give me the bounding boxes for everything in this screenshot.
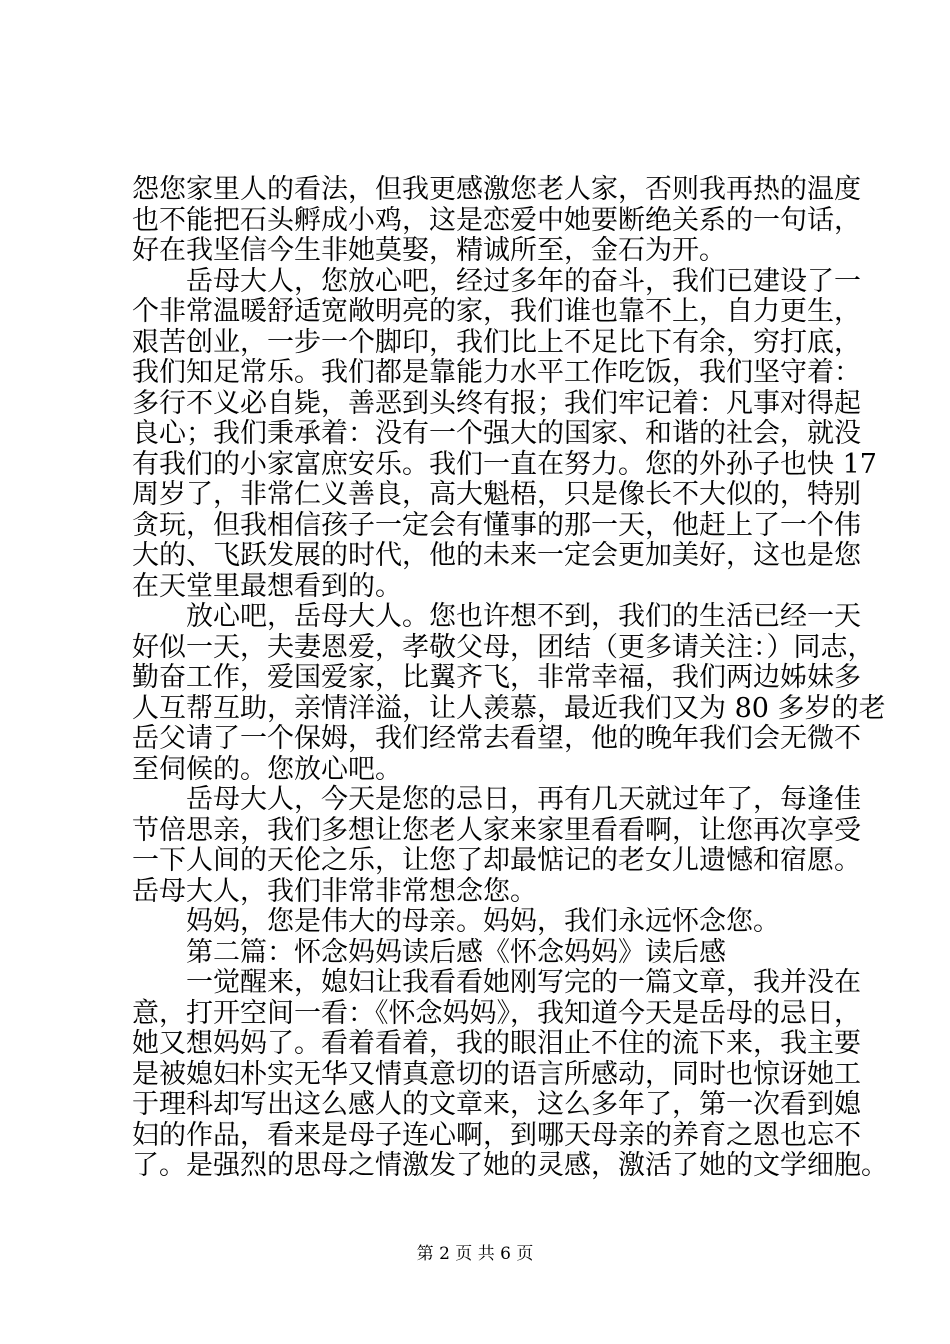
text-line: 她又想妈妈了。看着看着，我的眼泪止不住的流下来，我主要 [132, 1028, 861, 1059]
text-line: 我们知足常乐。我们都是靠能力水平工作吃饭，我们坚守着： [132, 357, 861, 388]
text-line: 人互帮互助，亲情洋溢，让人羡慕，最近我们又为 80 多岁的老 [132, 692, 886, 724]
text-line: 勤奋工作，爱国爱家，比翼齐飞，非常幸福，我们两边姊妹多 [132, 662, 861, 693]
text-line: 于理科却写出这么感人的文章来，这么多年了，第一次看到媳 [132, 1089, 861, 1120]
text-line: 是被媳妇朴实无华又情真意切的语言所感动，同时也惊讶她工 [132, 1058, 861, 1090]
text-line: 在天堂里最想看到的。 [132, 570, 402, 602]
text-line: 一下人间的天伦之乐，让您了却最惦记的老女儿遗憾和宿愿。 [132, 845, 861, 876]
text-line: 良心；我们秉承着：没有一个强大的国家、和谐的社会，就没 [132, 418, 861, 449]
text-line: 好似一天，夫妻恩爱，孝敬父母，团结（更多请关注：）同志， [132, 631, 875, 663]
text-line: 岳父请了一个保姆，我们经常去看望，他的晚年我们会无微不 [132, 723, 861, 754]
text-line: 怨您家里人的看法，但我更感激您老人家，否则我再热的温度 [132, 174, 861, 205]
text-line: 了。是强烈的思母之情激发了她的灵感，激活了她的文学细胞。 [132, 1150, 888, 1181]
text-line: 艰苦创业，一步一个脚印，我们比上不足比下有余，穷打底， [132, 326, 861, 358]
text-line: 放心吧，岳母大人。您也许想不到，我们的生活已经一天 [186, 601, 861, 632]
text-line: 好在我坚信今生非她莫娶，精诚所至，金石为开。 [132, 235, 726, 266]
text-line: 意，打开空间一看：《怀念妈妈》，我知道今天是岳母的忌日， [132, 997, 861, 1029]
text-line: 妇的作品，看来是母子连心啊，到哪天母亲的养育之恩也忘不 [132, 1119, 861, 1151]
text-line: 岳母大人，我们非常非常想念您。 [132, 875, 537, 907]
text-line: 一觉醒来，媳妇让我看看她刚写完的一篇文章，我并没在 [186, 967, 861, 998]
text-line: 岳母大人，您放心吧，经过多年的奋斗，我们已建设了一 [186, 265, 861, 297]
text-line: 个非常温暖舒适宽敞明亮的家，我们谁也靠不上，自力更生， [132, 296, 861, 327]
text-line: 节倍思亲，我们多想让您老人家来家里看看啊，让您再次享受 [132, 814, 861, 846]
section-heading: 第二篇：怀念妈妈读后感《怀念妈妈》读后感 [186, 936, 726, 968]
text-line: 有我们的小家富庶安乐。我们一直在努力。您的外孙子也快 17 [132, 448, 877, 480]
text-line: 多行不义必自毙，善恶到头终有报；我们牢记着：凡事对得起 [132, 387, 861, 419]
text-line: 大的、飞跃发展的时代，他的未来一定会更加美好，这也是您 [132, 540, 861, 571]
text-line: 也不能把石头孵成小鸡，这是恋爱中她要断绝关系的一句话， [132, 204, 861, 236]
body-text [132, 174, 888, 1182]
page-number-footer: 第 2 页 共 6 页 [416, 1244, 534, 1264]
text-line: 妈妈，您是伟大的母亲。妈妈，我们永远怀念您。 [186, 906, 780, 937]
text-line: 至伺候的。您放心吧。 [132, 753, 402, 785]
text-line: 岳母大人，今天是您的忌日，再有几天就过年了，每逢佳 [186, 784, 861, 815]
text-line: 贪玩，但我相信孩子一定会有懂事的那一天，他赶上了一个伟 [132, 509, 861, 541]
text-line: 周岁了，非常仁义善良，高大魁梧，只是像长不大似的，特别 [132, 479, 861, 510]
